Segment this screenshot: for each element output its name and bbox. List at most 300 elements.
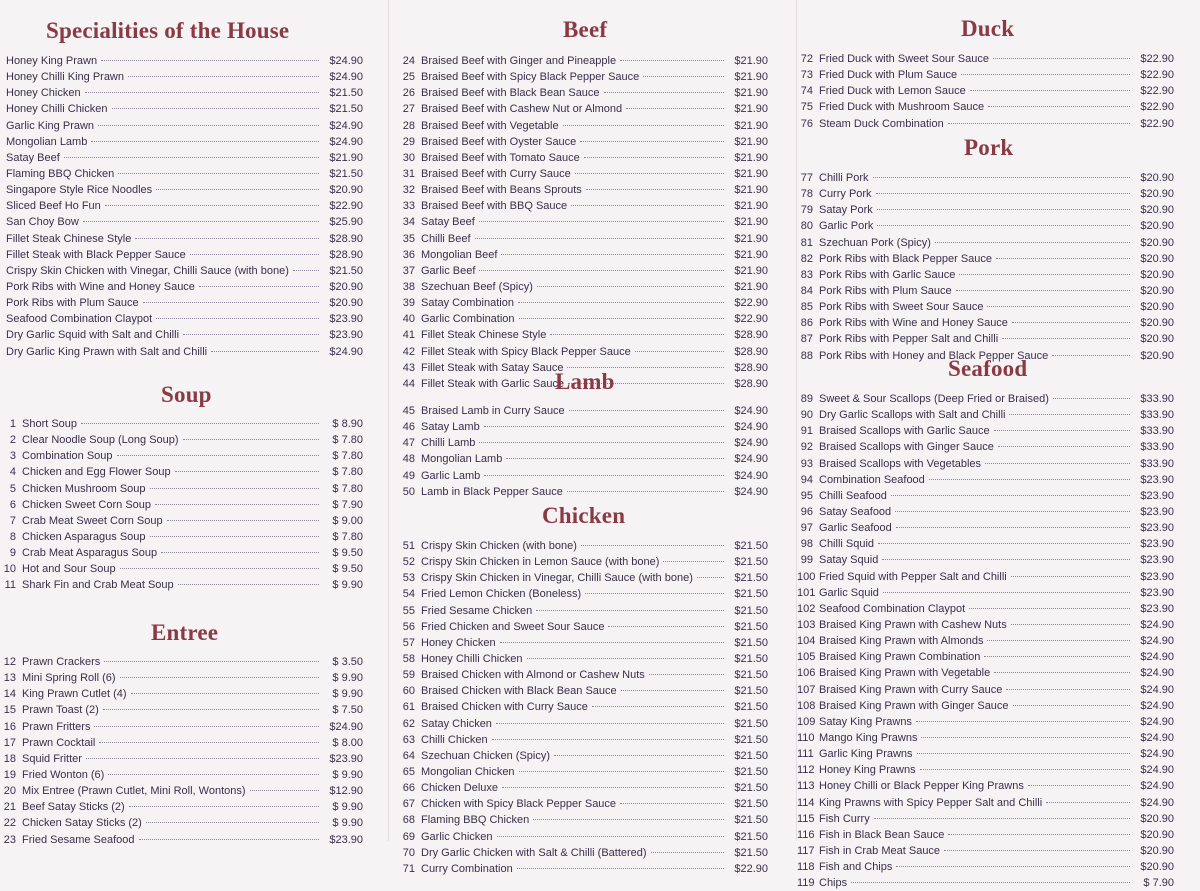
menu-item-price: $21.50	[329, 103, 363, 116]
dot-leader	[143, 302, 319, 303]
menu-item-name: Steam Duck Combination	[819, 117, 944, 130]
menu-item-price: $ 9.50	[332, 547, 363, 560]
menu-item-name: Honey Chilli or Black Pepper King Prawns	[819, 780, 1024, 793]
menu-item-number: 3	[9, 450, 16, 463]
menu-item-price: $20.90	[1140, 333, 1174, 346]
menu-item-price: $ 7.80	[332, 434, 363, 447]
menu-item-name: Combination Seafood	[819, 473, 925, 486]
section-items-seafood	[797, 391, 1174, 891]
menu-item-number: 98	[800, 538, 813, 551]
menu-item-name: King Prawns with Spicy Pepper Salt and Chilli	[819, 796, 1043, 809]
menu-item-price: $ 8.90	[332, 418, 363, 430]
menu-item-price: $23.90	[1140, 505, 1174, 518]
menu-item-name: Prawn Fritters	[22, 720, 91, 733]
menu-item-price: $23.90	[1140, 586, 1174, 599]
menu-item	[6, 134, 363, 150]
menu-item-number: 34	[402, 216, 415, 229]
dot-leader	[475, 238, 724, 239]
dot-leader	[586, 189, 724, 190]
menu-item	[797, 423, 1174, 439]
menu-item	[6, 101, 363, 117]
menu-item-name: Braised Scallops with Vegetables	[819, 457, 982, 470]
menu-item-name: Braised King Prawn with Vegetable	[819, 667, 991, 680]
menu-item-number: 35	[402, 232, 415, 245]
dot-leader	[1053, 398, 1130, 399]
dot-leader	[536, 610, 724, 611]
menu-item	[6, 231, 363, 247]
menu-item-name: Fried Duck with Plum Sauce	[819, 69, 958, 82]
menu-item-number: 15	[3, 704, 16, 717]
menu-item-price: $ 9.00	[332, 514, 363, 527]
menu-item-number: 81	[800, 236, 813, 249]
menu-item-name: Chicken and Egg Flower Soup	[22, 466, 171, 479]
menu-item	[0, 448, 363, 464]
dot-leader	[569, 410, 724, 411]
menu-item-name: Braised Beef with Tomato Sauce	[421, 151, 580, 164]
menu-item-price: $12.90	[329, 785, 363, 798]
menu-item-name: Braised Beef with Beans Sprouts	[421, 184, 582, 197]
dot-leader	[1013, 705, 1130, 706]
section-title-soup: Soup	[161, 382, 212, 407]
section-title-pork: Pork	[964, 135, 1014, 160]
dot-leader	[571, 205, 724, 206]
dot-leader	[519, 771, 724, 772]
menu-item	[6, 85, 363, 101]
dot-leader	[851, 882, 1130, 883]
menu-item	[0, 686, 363, 702]
menu-item-price: $21.90	[734, 200, 768, 213]
menu-item	[399, 667, 768, 683]
menu-item-price: $24.90	[329, 119, 363, 132]
menu-item-price: $21.50	[734, 846, 768, 859]
menu-item-price: $22.90	[734, 297, 768, 310]
dot-leader	[882, 559, 1130, 560]
menu-item-price: $ 7.80	[332, 530, 363, 543]
menu-item-name: Chilli Beef	[421, 232, 471, 245]
menu-item-number: 25	[402, 71, 415, 84]
section-items-lamb	[399, 403, 768, 500]
section-title-duck: Duck	[961, 16, 1015, 41]
menu-item-price: $21.50	[734, 652, 768, 665]
menu-item-number: 109	[797, 715, 816, 728]
menu-item-number: 2	[9, 434, 16, 447]
menu-item-name: Satay King Prawns	[819, 715, 912, 728]
menu-column-3	[796, 0, 1200, 890]
menu-item	[399, 344, 768, 360]
dot-leader	[497, 836, 724, 837]
menu-item-name: Fried Duck with Lemon Sauce	[819, 85, 966, 98]
menu-item-price: $24.90	[1140, 796, 1174, 809]
menu-item-price: $21.50	[734, 588, 768, 601]
menu-item-name: Braised Scallops with Garlic Sauce	[819, 425, 990, 438]
menu-item	[399, 796, 768, 812]
menu-item-name: Braised Beef with BBQ Sauce	[421, 200, 568, 213]
menu-item-price: $ 9.90	[332, 801, 363, 814]
menu-item-price: $23.90	[1140, 570, 1174, 583]
menu-item-name: Braised King Prawn with Ginger Sauce	[819, 699, 1009, 712]
menu-item	[399, 311, 768, 327]
menu-item-number: 114	[797, 796, 815, 809]
menu-item-price: $21.50	[734, 749, 768, 762]
menu-item-price: $ 9.50	[332, 563, 363, 576]
dot-leader	[85, 92, 319, 93]
menu-item	[399, 586, 768, 602]
menu-item	[0, 832, 363, 848]
dot-leader	[94, 726, 319, 727]
menu-item-name: Short Soup	[22, 418, 78, 430]
menu-item-number: 71	[402, 862, 415, 875]
menu-item-price: $ 7.90	[332, 498, 363, 511]
menu-item	[797, 762, 1174, 778]
menu-item	[0, 735, 363, 751]
menu-item-number: 112	[797, 764, 815, 777]
dot-leader	[895, 511, 1130, 512]
menu-item-name: Fillet Steak with Black Pepper Sauce	[6, 248, 186, 261]
dot-leader	[1011, 624, 1130, 625]
menu-item-number: 118	[797, 861, 815, 874]
menu-item	[6, 53, 363, 69]
dot-leader	[876, 193, 1130, 194]
menu-item-name: Pork Ribs with Wine and Honey Sauce	[6, 280, 195, 293]
menu-item-price: $23.90	[329, 833, 363, 846]
menu-item-number: 37	[402, 264, 415, 277]
dot-leader	[501, 254, 724, 255]
menu-item-name: Satay Beef	[421, 216, 475, 229]
dot-leader	[129, 806, 319, 807]
menu-item-price: $20.90	[1140, 252, 1174, 265]
menu-item-name: Shark Fin and Crab Meat Soup	[22, 579, 174, 592]
menu-item-price: $ 9.90	[332, 672, 363, 685]
menu-item	[797, 859, 1174, 875]
dot-leader	[621, 690, 724, 691]
menu-item-number: 83	[800, 268, 813, 281]
dot-leader	[1006, 689, 1130, 690]
menu-item-price: $28.90	[329, 232, 363, 245]
menu-item	[399, 603, 768, 619]
menu-item	[6, 69, 363, 85]
menu-item	[0, 767, 363, 783]
menu-item-number: 115	[797, 812, 815, 825]
menu-item	[399, 166, 768, 182]
menu-item-price: $ 7.90	[1143, 877, 1174, 890]
menu-item-price: $ 8.00	[332, 736, 363, 749]
menu-item-number: 19	[3, 768, 16, 781]
dot-leader	[183, 439, 319, 440]
menu-item-number: 43	[402, 361, 415, 374]
dot-leader	[626, 108, 724, 109]
menu-item	[399, 419, 768, 435]
menu-item-number: 87	[800, 333, 813, 346]
menu-item-number: 18	[3, 752, 16, 765]
dot-leader	[987, 640, 1130, 641]
menu-item-price: $21.50	[329, 87, 363, 100]
menu-item-name: Braised Beef with Black Bean Sauce	[421, 87, 600, 100]
menu-item-price: $20.90	[1140, 349, 1174, 362]
menu-item-number: 42	[402, 345, 415, 358]
dot-leader	[575, 173, 724, 174]
menu-item	[399, 451, 768, 467]
dot-leader	[502, 787, 724, 788]
menu-item-number: 14	[3, 688, 16, 701]
menu-item-price: $21.50	[734, 669, 768, 682]
menu-item	[399, 538, 768, 554]
menu-item-name: Satay Squid	[819, 554, 879, 567]
menu-item-number: 28	[402, 119, 415, 132]
menu-item-name: Chips	[819, 877, 848, 890]
menu-item-price: $21.90	[734, 232, 768, 245]
menu-item-name: Braised Beef with Oyster Sauce	[421, 135, 577, 148]
menu-item	[399, 861, 768, 877]
menu-item-name: Crispy Skin Chicken in Lemon Sauce (with bone)	[421, 556, 660, 569]
menu-item-number: 29	[402, 135, 415, 148]
dot-leader	[998, 446, 1130, 447]
menu-item-price: $21.90	[734, 264, 768, 277]
menu-item-name: Chicken Mushroom Soup	[22, 482, 146, 495]
dot-leader	[969, 608, 1130, 609]
dot-leader	[874, 818, 1130, 819]
menu-item-number: 84	[800, 284, 813, 297]
menu-item-price: $21.90	[329, 151, 363, 164]
menu-item	[6, 198, 363, 214]
menu-item	[0, 513, 363, 529]
menu-item-name: Mongolian Lamb	[6, 135, 88, 148]
menu-item	[399, 53, 768, 69]
dot-leader	[550, 334, 724, 335]
menu-item-number: 95	[800, 489, 813, 502]
menu-item-name: Chicken Satay Sticks (2)	[22, 817, 142, 830]
dot-leader	[128, 76, 319, 77]
menu-item-name: Garlic King Prawn	[6, 119, 95, 132]
dot-leader	[961, 74, 1130, 75]
menu-item-price: $ 9.90	[332, 688, 363, 701]
menu-item-price: $24.90	[1140, 715, 1174, 728]
menu-item	[797, 83, 1174, 99]
menu-item-price: $21.90	[734, 216, 768, 229]
menu-item-name: Fillet Steak Chinese Style	[6, 232, 132, 245]
menu-item-number: 32	[402, 184, 415, 197]
menu-item-number: 56	[402, 620, 415, 633]
dot-leader	[917, 753, 1130, 754]
dot-leader	[697, 577, 724, 578]
section-title-lamb: Lamb	[555, 369, 615, 394]
menu-item-price: $22.90	[1140, 69, 1174, 82]
dot-leader	[175, 471, 319, 472]
menu-item-price: $24.90	[734, 421, 768, 434]
menu-item-number: 73	[800, 69, 813, 82]
menu-item	[797, 811, 1174, 827]
menu-item-number: 47	[402, 437, 415, 450]
menu-item-name: Braised Chicken with Black Bean Sauce	[421, 685, 617, 698]
menu-item-name: Pork Ribs with Plum Sauce	[6, 297, 139, 310]
menu-item	[797, 843, 1174, 859]
menu-item	[399, 619, 768, 635]
menu-item-number: 86	[800, 317, 813, 330]
dot-leader	[1052, 355, 1130, 356]
menu-item-name: Fried Lemon Chicken (Boneless)	[421, 588, 582, 601]
menu-item-price: $21.90	[734, 135, 768, 148]
menu-item-price: $21.50	[734, 685, 768, 698]
menu-item	[797, 520, 1174, 536]
menu-item-name: Braised Beef with Vegetable	[421, 119, 559, 132]
menu-item-number: 41	[402, 329, 415, 342]
dot-leader	[518, 302, 724, 303]
menu-item-price: $24.90	[734, 437, 768, 450]
menu-item-number: 66	[402, 782, 415, 795]
menu-item-number: 102	[797, 602, 816, 615]
dot-leader	[533, 819, 724, 820]
menu-item	[0, 783, 363, 799]
menu-item-price: $21.50	[734, 733, 768, 746]
menu-item	[797, 283, 1174, 299]
menu-item-name: Dry Garlic King Prawn with Salt and Chilli	[6, 345, 208, 358]
menu-item-price: $22.90	[1140, 101, 1174, 114]
menu-item-name: Mango King Prawns	[819, 731, 918, 744]
dot-leader	[970, 90, 1130, 91]
menu-item-price: $20.90	[329, 297, 363, 310]
menu-item	[797, 698, 1174, 714]
menu-item	[399, 845, 768, 861]
menu-item	[399, 716, 768, 732]
menu-item-price: $20.90	[1140, 188, 1174, 201]
menu-item-price: $21.90	[734, 151, 768, 164]
menu-item-number: 13	[3, 672, 16, 685]
menu-item	[797, 472, 1174, 488]
dot-leader	[988, 106, 1130, 107]
menu-item-name: Braised Chicken with Curry Sauce	[421, 701, 588, 714]
menu-item-number: 45	[402, 405, 415, 417]
menu-item	[0, 464, 363, 480]
menu-item-number: 111	[797, 748, 814, 761]
menu-item-price: $24.90	[1140, 748, 1174, 761]
menu-item-name: Fish in Black Bean Sauce	[819, 828, 945, 841]
section-title-specialities: Specialities of the House	[46, 18, 290, 43]
menu-item-number: 53	[402, 572, 415, 585]
menu-item	[0, 815, 363, 831]
menu-item-number: 108	[797, 699, 816, 712]
menu-item-name: Satay Pork	[819, 204, 873, 217]
menu-item-name: Chicken Asparagus Soup	[22, 530, 146, 543]
menu-item-name: Fried Duck with Sweet Sour Sauce	[819, 53, 989, 65]
menu-column-1	[0, 0, 388, 846]
menu-item-price: $24.90	[1140, 618, 1174, 631]
dot-leader	[608, 626, 724, 627]
menu-item	[399, 295, 768, 311]
menu-item-name: Garlic Chicken	[421, 830, 493, 843]
menu-item-name: Honey Chilli King Prawn	[6, 71, 124, 84]
menu-item-price: $ 9.90	[332, 768, 363, 781]
dot-leader	[996, 258, 1130, 259]
menu-item-number: 38	[402, 280, 415, 293]
menu-item-name: Braised King Prawn Combination	[819, 651, 981, 664]
menu-item-price: $23.90	[1140, 602, 1174, 615]
dot-leader	[584, 157, 724, 158]
menu-item	[797, 186, 1174, 202]
menu-item-name: Braised King Prawn with Almonds	[819, 635, 984, 648]
menu-item	[797, 116, 1174, 132]
menu-item-name: Garlic Seafood	[819, 522, 892, 535]
menu-item-name: Hot and Sour Soup	[22, 563, 116, 576]
menu-item	[0, 561, 363, 577]
dot-leader	[663, 561, 724, 562]
menu-item-price: $21.50	[734, 798, 768, 811]
menu-item-price: $20.90	[1140, 268, 1174, 281]
menu-item-number: 48	[402, 453, 415, 466]
menu-item-price: $24.90	[1140, 699, 1174, 712]
dot-leader	[994, 672, 1130, 673]
menu-item	[797, 730, 1174, 746]
dot-leader	[81, 423, 319, 424]
menu-item-number: 96	[800, 505, 813, 518]
menu-item	[797, 714, 1174, 730]
menu-item-price: $ 7.50	[332, 704, 363, 717]
menu-item-number: 82	[800, 252, 813, 265]
menu-item	[797, 746, 1174, 762]
menu-item	[797, 649, 1174, 665]
menu-item-number: 39	[402, 297, 415, 310]
menu-item	[797, 552, 1174, 568]
menu-item-price: $33.90	[1140, 393, 1174, 405]
menu-item-price: $24.90	[329, 55, 363, 67]
section-title-beef: Beef	[563, 17, 608, 42]
dot-leader	[118, 173, 319, 174]
menu-item-name: Mini Spring Roll (6)	[22, 672, 116, 685]
dot-leader	[120, 677, 319, 678]
menu-item-price: $21.50	[734, 620, 768, 633]
menu-item-number: 79	[800, 204, 813, 217]
menu-item-name: Pork Ribs with Sweet Sour Sauce	[819, 301, 984, 314]
menu-item	[797, 536, 1174, 552]
menu-item	[6, 295, 363, 311]
menu-item-price: $ 3.50	[332, 656, 363, 668]
menu-item-name: Crab Meat Asparagus Soup	[22, 547, 158, 560]
menu-item-name: Garlic Lamb	[421, 469, 481, 482]
menu-item	[0, 481, 363, 497]
dot-leader	[651, 852, 724, 853]
menu-item-price: $28.90	[329, 248, 363, 261]
menu-item-number: 100	[797, 570, 816, 583]
menu-item-name: Braised Lamb in Curry Sauce	[421, 405, 565, 417]
menu-item-price: $21.90	[734, 103, 768, 116]
menu-item-name: Honey King Prawns	[819, 764, 916, 777]
section-items-specialities	[6, 53, 363, 360]
menu-item-name: Braised Chicken with Almond or Cashew Nuts	[421, 669, 645, 682]
menu-item	[399, 732, 768, 748]
menu-item	[0, 799, 363, 815]
menu-item-price: $20.90	[1140, 844, 1174, 857]
menu-item-price: $20.90	[1140, 812, 1174, 825]
dot-leader	[190, 254, 319, 255]
menu-item	[6, 118, 363, 134]
menu-item	[399, 812, 768, 828]
menu-item	[797, 267, 1174, 283]
menu-item-name: Mix Entree (Prawn Cutlet, Mini Roll, Wontons)	[22, 785, 246, 798]
menu-item-name: San Choy Bow	[6, 216, 79, 229]
menu-item	[797, 488, 1174, 504]
menu-item	[0, 577, 363, 593]
dot-leader	[293, 270, 319, 271]
menu-item-name: Crispy Skin Chicken in Vinegar, Chilli Sauce (with bone)	[421, 572, 693, 585]
menu-item	[797, 391, 1174, 407]
section-items-entree	[0, 654, 363, 848]
menu-item-price: $21.50	[734, 556, 768, 569]
menu-item-price: $20.90	[1140, 204, 1174, 217]
menu-item-number: 31	[402, 167, 415, 180]
menu-item	[797, 299, 1174, 315]
menu-item-number: 99	[800, 554, 813, 567]
menu-item-name: Fish in Crab Meat Sauce	[819, 844, 941, 857]
menu-item	[6, 166, 363, 182]
menu-item	[6, 182, 363, 198]
